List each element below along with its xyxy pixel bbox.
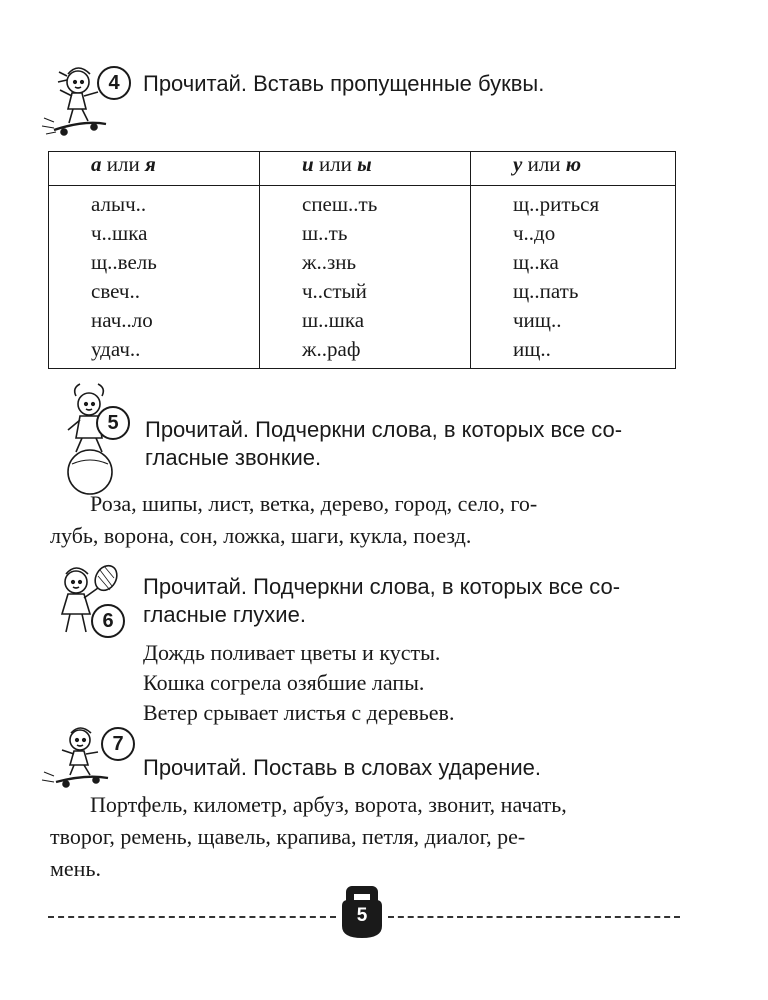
task-instruction: Прочитай. Подчеркни слова, в которых все со- гласные звонкие. — [145, 417, 623, 470]
task-number-badge: 6 — [91, 604, 125, 638]
table-row — [49, 186, 676, 369]
word-column — [260, 186, 471, 369]
sentence: Ветер срывает листья с деревьев. — [143, 700, 455, 725]
word-list-paragraph: Роза, шипы, лист, ветка, дерево, город, село, го- лубь, ворона, сон, ложка, шаги, кукла, поезд. — [50, 491, 538, 548]
word-list-paragraph: Портфель, километр, арбуз, ворота, звонит, начать, творог, ремень, щавель, крапива, петля, диалог, ре- мень. — [50, 792, 567, 881]
word: ж..знь — [302, 250, 357, 274]
word-column — [49, 186, 260, 369]
word: удач.. — [91, 337, 141, 361]
word: алыч.. — [91, 192, 147, 216]
task-number-badge: 4 — [97, 66, 131, 100]
sentence-list — [143, 638, 454, 728]
word: ш..ть — [302, 221, 348, 245]
word: нач..ло — [91, 308, 153, 332]
table-header-row — [49, 152, 676, 186]
column-header: а или я — [49, 152, 260, 186]
page-number: 5 — [356, 905, 368, 926]
footer-divider-right — [388, 916, 680, 918]
word: ш..шка — [302, 308, 365, 332]
word: ч..до — [513, 221, 556, 245]
word-column — [471, 186, 676, 369]
task-instruction: Прочитай. Вставь пропущенные буквы. — [143, 71, 545, 96]
word: ж..раф — [302, 337, 361, 361]
letters-table — [48, 151, 676, 369]
column-header: у или ю — [471, 152, 676, 186]
task-instruction: Прочитай. Поставь в словах ударение. — [143, 755, 542, 780]
column-header: и или ы — [260, 152, 471, 186]
word: щ..риться — [513, 192, 600, 216]
sentence: Кошка согрела озябшие лапы. — [143, 670, 425, 695]
word: щ..ка — [513, 250, 559, 274]
girl-on-ball-icon — [46, 380, 136, 496]
word: свеч.. — [91, 279, 140, 303]
task-number-badge: 7 — [101, 727, 135, 761]
word: щ..вель — [91, 250, 157, 274]
word: ч..стый — [302, 279, 367, 303]
task-number-badge: 5 — [96, 406, 130, 440]
task-instruction: Прочитай. Подчеркни слова, в которых все со- гласные глухие. — [143, 574, 621, 627]
word: спеш..ть — [302, 192, 378, 216]
sentence: Дождь поливает цветы и кусты. — [143, 640, 441, 665]
word: чищ.. — [513, 308, 562, 332]
word: ч..шка — [91, 221, 148, 245]
word: щ..пать — [513, 279, 579, 303]
word: ищ.. — [513, 337, 551, 361]
footer-divider-left — [48, 916, 336, 918]
